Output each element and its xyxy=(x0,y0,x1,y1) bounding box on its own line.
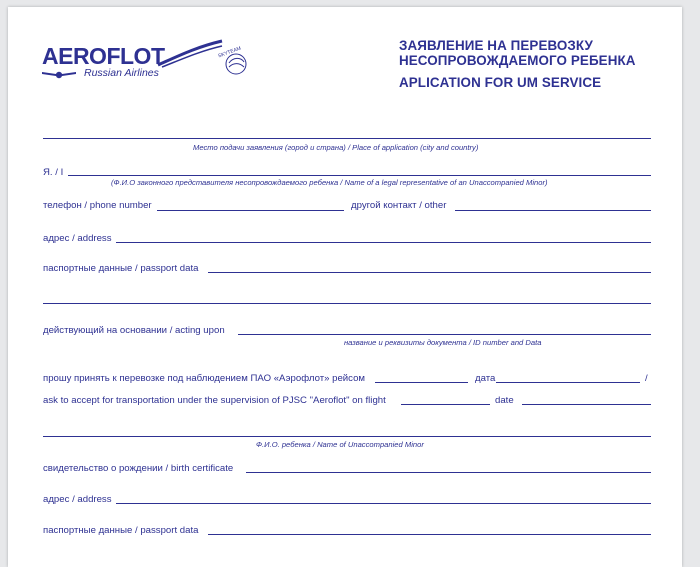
child-name-caption: Ф.И.О. ребенка / Name of Unaccompanied Minor xyxy=(256,440,424,449)
representative-name-field[interactable] xyxy=(68,175,651,176)
representative-caption: (Ф.И.О законного представителя несопровождаемого ребенка / Name of a legal representative of an Unaccompanied Minor) xyxy=(111,178,548,187)
date-ru-label: дата xyxy=(475,373,496,384)
request-ru-label: прошу принять к перевозке под наблюдением ПАО «Аэрофлот» рейсом xyxy=(43,373,365,384)
form-page xyxy=(8,7,682,567)
slash-separator: / xyxy=(645,373,648,384)
child-passport-label: паспортные данные / passport data xyxy=(43,525,199,536)
child-address-label: адрес / address xyxy=(43,494,112,505)
acting-upon-field[interactable] xyxy=(238,334,651,335)
title-ru-line2: НЕСОПРОВОЖДАЕМОГО РЕБЕНКА xyxy=(399,53,636,68)
phone-label: телефон / phone number xyxy=(43,200,152,211)
document-caption: название и реквизиты документа / ID number and Data xyxy=(344,338,542,347)
place-caption: Место подачи заявления (город и страна) / Place of application (city and country) xyxy=(193,143,479,152)
phone-field[interactable] xyxy=(157,210,344,211)
date-en-label: date xyxy=(495,395,514,406)
other-contact-field[interactable] xyxy=(455,210,651,211)
i-label: Я. / I xyxy=(43,167,64,178)
winged-hammer-sickle-icon xyxy=(42,69,76,81)
child-address-field[interactable] xyxy=(116,503,651,504)
date-en-field[interactable] xyxy=(522,404,651,405)
address-label: адрес / address xyxy=(43,233,112,244)
title-ru-line1: ЗАЯВЛЕНИЕ НА ПЕРЕВОЗКУ xyxy=(399,38,593,53)
passport-field-continued[interactable] xyxy=(43,303,651,304)
wing-swoosh-icon xyxy=(156,39,226,69)
date-ru-field[interactable] xyxy=(496,382,640,383)
child-passport-field[interactable] xyxy=(208,534,651,535)
birth-cert-field[interactable] xyxy=(246,472,651,473)
place-field[interactable] xyxy=(43,138,651,139)
passport-label: паспортные данные / passport data xyxy=(43,263,199,274)
other-contact-label: другой контакт / other xyxy=(351,200,447,211)
skyteam-logo-icon xyxy=(217,45,255,83)
flight-en-field[interactable] xyxy=(401,404,490,405)
skyteam-text: SKYTEAM xyxy=(217,45,242,60)
flight-ru-field[interactable] xyxy=(375,382,468,383)
passport-field[interactable] xyxy=(208,272,651,273)
acting-upon-label: действующий на основании / acting upon xyxy=(43,325,225,336)
logo-wordmark: AEROFLOT xyxy=(42,43,165,69)
form-title xyxy=(399,38,636,90)
title-en: APLICATION FOR UM SERVICE xyxy=(399,75,602,90)
birth-cert-label: свидетельство о рождении / birth certificate xyxy=(43,463,234,474)
aeroflot-logo xyxy=(42,43,257,93)
logo-tagline: Russian Airlines xyxy=(84,67,159,79)
address-field[interactable] xyxy=(116,242,651,243)
request-en-label: ask to accept for transportation under the supervision of PJSC "Aeroflot" on flight xyxy=(43,395,386,406)
child-name-field[interactable] xyxy=(43,436,651,437)
